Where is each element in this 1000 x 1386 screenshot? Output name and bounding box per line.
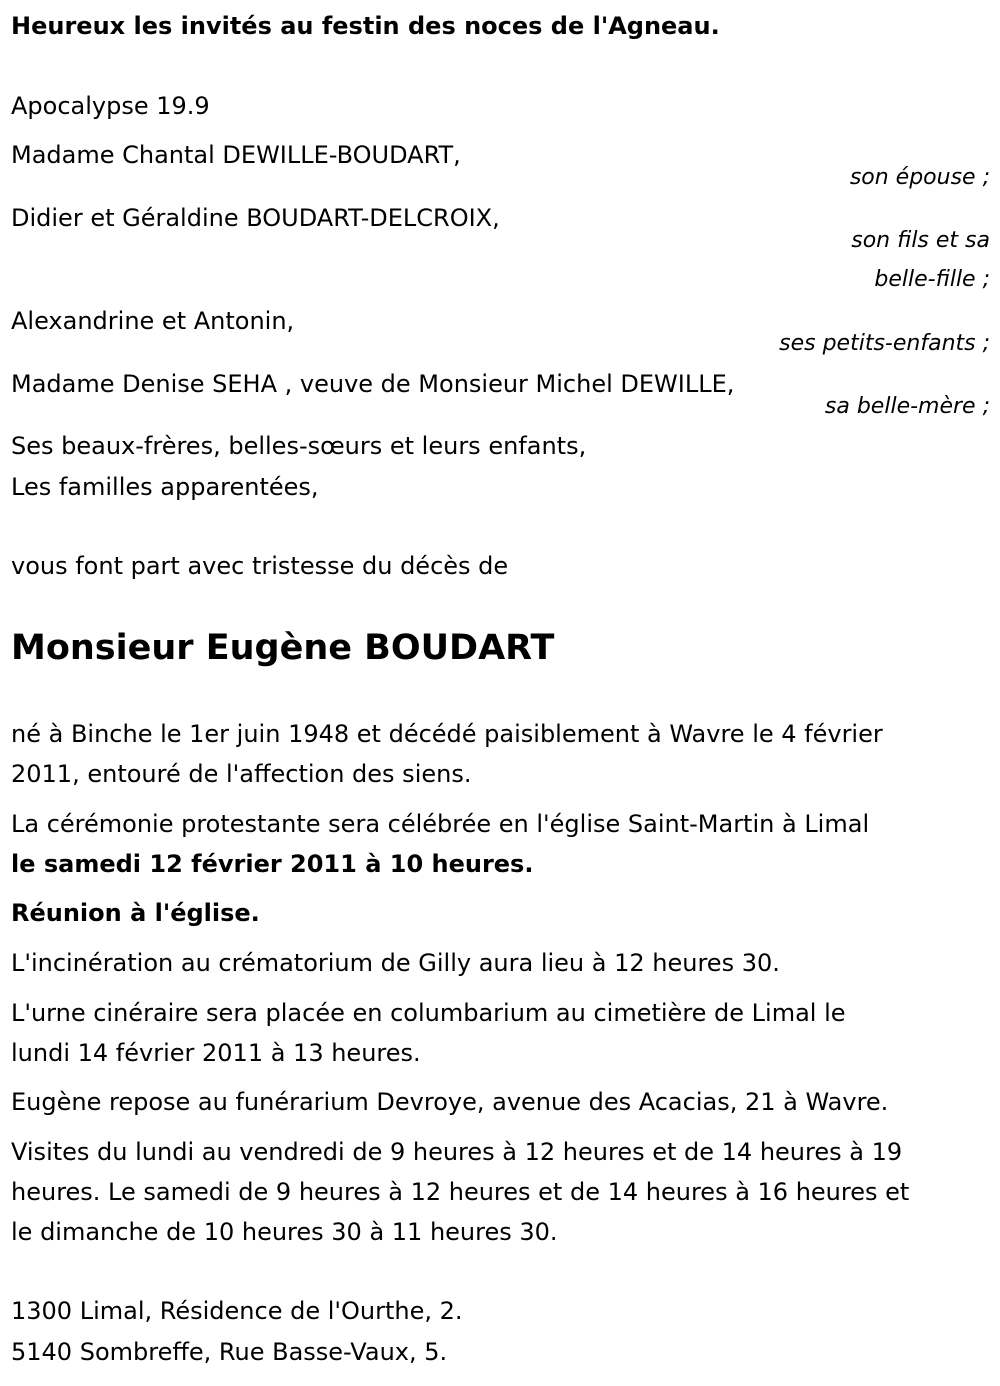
announcement: vous font part avec tristesse du décès de [11, 552, 509, 580]
incineration: L'incinération au crématorium de Gilly aura lieu à 12 heures 30. [11, 949, 780, 977]
urn-line: L'urne cinéraire sera placée en columbarium au cimetière de Limal le [11, 999, 846, 1027]
family-member-mother-in-law: Madame Denise SEHA , veuve de Monsieur Michel DEWILLE, [11, 370, 735, 398]
relation-son-line2: belle-fille ; [874, 267, 990, 292]
ceremony-line: La cérémonie protestante sera célébrée en l'église Saint-Martin à Limal [11, 810, 870, 838]
address: 5140 Sombreffe, Rue Basse-Vaux, 5. [11, 1338, 448, 1366]
relation-grandchildren: ses petits-enfants ; [779, 331, 990, 356]
address: 1300 Limal, Résidence de l'Ourthe, 2. [11, 1297, 463, 1325]
deceased-name: Monsieur Eugène BOUDART [11, 628, 555, 668]
visits-line: Visites du lundi au vendredi de 9 heures à 12 heures et de 14 heures à 19 [11, 1138, 903, 1166]
bible-reference: Apocalypse 19.9 [11, 92, 210, 120]
others-line: Les familles apparentées, [11, 473, 319, 501]
others-line: Ses beaux-frères, belles-sœurs et leurs enfants, [11, 432, 587, 460]
family-member-son: Didier et Géraldine BOUDART-DELCROIX, [11, 204, 500, 232]
visits-line: heures. Le samedi de 9 heures à 12 heures et de 14 heures à 16 heures et [11, 1178, 910, 1206]
relation-mother-in-law: sa belle-mère ; [824, 394, 990, 419]
relation-son-line1: son fils et sa [851, 228, 990, 253]
verse: Heureux les invités au festin des noces de l'Agneau. [11, 12, 720, 40]
visits-line: le dimanche de 10 heures 30 à 11 heures 30. [11, 1218, 558, 1246]
birth-death-line: 2011, entouré de l'affection des siens. [11, 760, 472, 788]
family-member-spouse: Madame Chantal DEWILLE-BOUDART, [11, 141, 461, 169]
ceremony-date: le samedi 12 février 2011 à 10 heures. [11, 850, 534, 878]
relation-spouse: son épouse ; [849, 165, 990, 190]
repose: Eugène repose au funérarium Devroye, avenue des Acacias, 21 à Wavre. [11, 1088, 889, 1116]
urn-line: lundi 14 février 2011 à 13 heures. [11, 1039, 421, 1067]
family-member-grandchildren: Alexandrine et Antonin, [11, 307, 295, 335]
birth-death-line: né à Binche le 1er juin 1948 et décédé paisiblement à Wavre le 4 février [11, 720, 883, 748]
ceremony-meeting: Réunion à l'église. [11, 899, 260, 927]
